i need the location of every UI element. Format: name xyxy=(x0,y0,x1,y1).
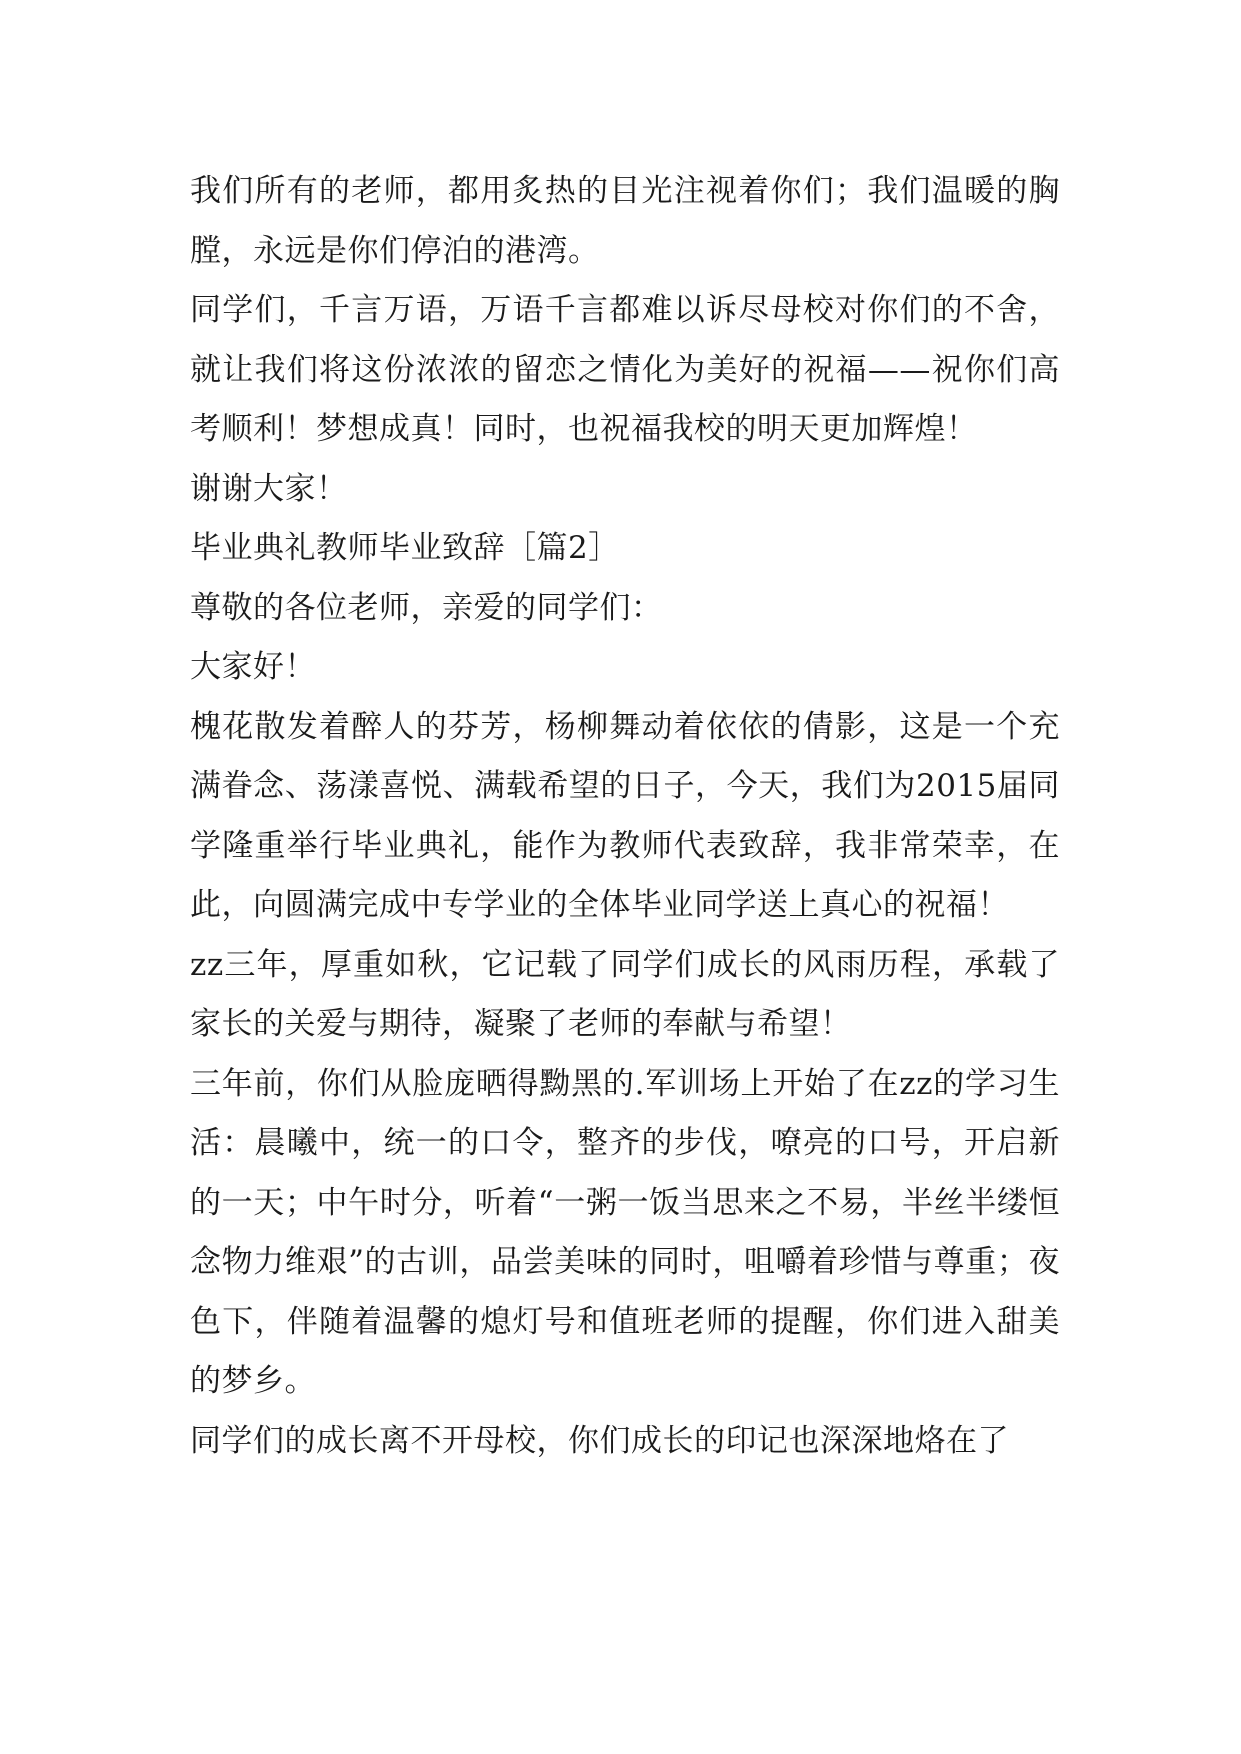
paragraph: zz三年，厚重如秋，它记载了同学们成长的风雨历程，承载了家长的关爱与期待，凝聚了老师的奉献与希望！ xyxy=(190,946,1060,1042)
paragraph: 三年前，你们从脸庞晒得黝黑的.军训场上开始了在zz的学习生活：晨曦中，统一的口令，整齐的步伐，嘹亮的口号，开启新的一天；中午时分，听着“一粥一饭当思来之不易，半丝半缕恒念物力维艰”的古训，品尝美味的同时，咀嚼着珍惜与尊重；夜色下，伴随着温馨的熄灯号和值班老师的提醒，你们进入甜美的梦乡。 xyxy=(190,1065,1060,1399)
document-body xyxy=(190,162,1060,1471)
paragraph: 谢谢大家！ xyxy=(190,470,348,507)
paragraph: 槐花散发着醉人的芬芳，杨柳舞动着依依的倩影，这是一个充满眷念、荡漾喜悦、满载希望的日子，今天，我们为2015届同学隆重举行毕业典礼，能作为教师代表致辞，我非常荣幸，在此，向圆满完成中专学业的全体毕业同学送上真心的祝福！ xyxy=(190,708,1060,923)
section-heading: 毕业典礼教师毕业致辞［篇2］ xyxy=(190,530,620,566)
paragraph: 同学们，千言万语，万语千言都难以诉尽母校对你们的不舍，就让我们将这份浓浓的留恋之情化为美好的祝福——祝你们高考顺利！梦想成真！同时，也祝福我校的明天更加辉煌！ xyxy=(190,292,1060,447)
greeting: 大家好！ xyxy=(190,649,316,685)
paragraph: 同学们的成长离不开母校，你们成长的印记也深深地烙在了 xyxy=(190,1422,1009,1459)
salutation: 尊敬的各位老师，亲爱的同学们： xyxy=(190,589,663,626)
paragraph: 我们所有的老师，都用炙热的目光注视着你们；我们温暖的胸膛，永远是你们停泊的港湾。 xyxy=(190,173,1060,269)
